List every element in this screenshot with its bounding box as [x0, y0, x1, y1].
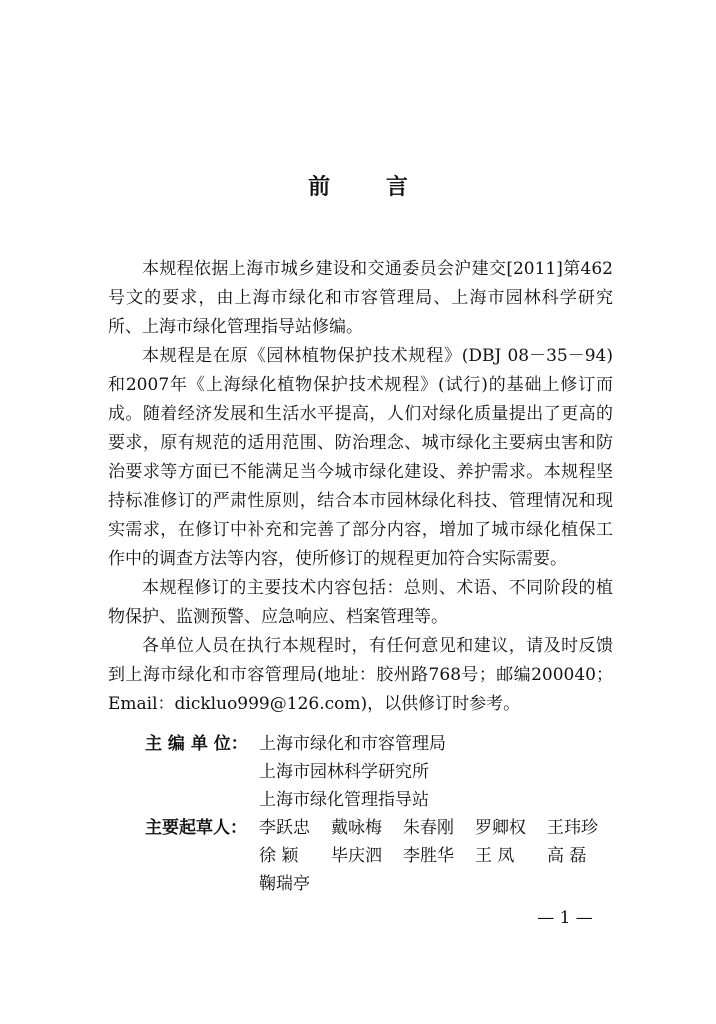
editor-unit: 上海市绿化和市容管理局 [259, 734, 446, 754]
drafter-name: 王玮珍 [547, 818, 598, 838]
drafter-name: 朱春刚 [403, 818, 454, 838]
drafters-row [145, 814, 619, 898]
drafter-name: 高 磊 [547, 846, 587, 866]
drafters-label: 主要起草人： [145, 818, 247, 838]
paragraph: 本规程修订的主要技术内容包括：总则、术语、不同阶段的植物保护、监测预警、应急响应、档案管理等。 [108, 578, 613, 627]
preface-body [108, 255, 613, 719]
paragraph: 本规程是在原《园林植物保护技术规程》(DBJ 08－35－94)和2007年《上海绿化植物保护技术规程》(试行)的基础上修订而成。随着经济发展和生活水平提高，人们对绿化质量提出了更高的要求，原有规范的适用范围、防治理念、城市绿化主要病虫害和防治要求等方面已不能满足当今城市绿化建设、养护需求。本规程坚持标准修订的严肃性原则，结合本市园林绿化科技、管理情况和现实需求，在修订中补充和完善了部分内容，增加了城市绿化植保工作中的调查方法等内容，使所修订的规程更加符合实际需要。 [108, 346, 613, 569]
credits [145, 730, 619, 898]
drafter-name: 李胜华 [403, 846, 454, 866]
editor-unit: 上海市绿化管理指导站 [259, 790, 429, 810]
drafter-name: 毕庆泗 [331, 846, 382, 866]
editor-units-row [145, 730, 619, 814]
drafter-name: 鞠瑞亭 [259, 874, 310, 894]
drafter-name: 李跃忠 [259, 818, 310, 838]
drafter-name: 徐 颖 [259, 846, 299, 866]
drafter-name: 王 凤 [475, 846, 515, 866]
paragraph: 各单位人员在执行本规程时，有任何意见和建议，请及时反馈到上海市绿化和市容管理局(地址：胶州路768号；邮编200040；Email：dickluo999@126.com)，以供修订时参考。 [108, 636, 613, 714]
drafter-name: 罗卿权 [475, 818, 526, 838]
page-title: 前 言 [308, 175, 432, 200]
paragraph: 本规程依据上海市城乡建设和交通委员会沪建交[2011]第462号文的要求，由上海市绿化和市容管理局、上海市园林科学研究所、上海市绿化管理指导站修编。 [108, 259, 613, 337]
drafter-name: 戴咏梅 [331, 818, 382, 838]
page-number: — 1 — [537, 908, 593, 928]
editor-units-label: 主 编 单 位： [145, 734, 248, 754]
editor-unit: 上海市园林科学研究所 [259, 762, 429, 782]
